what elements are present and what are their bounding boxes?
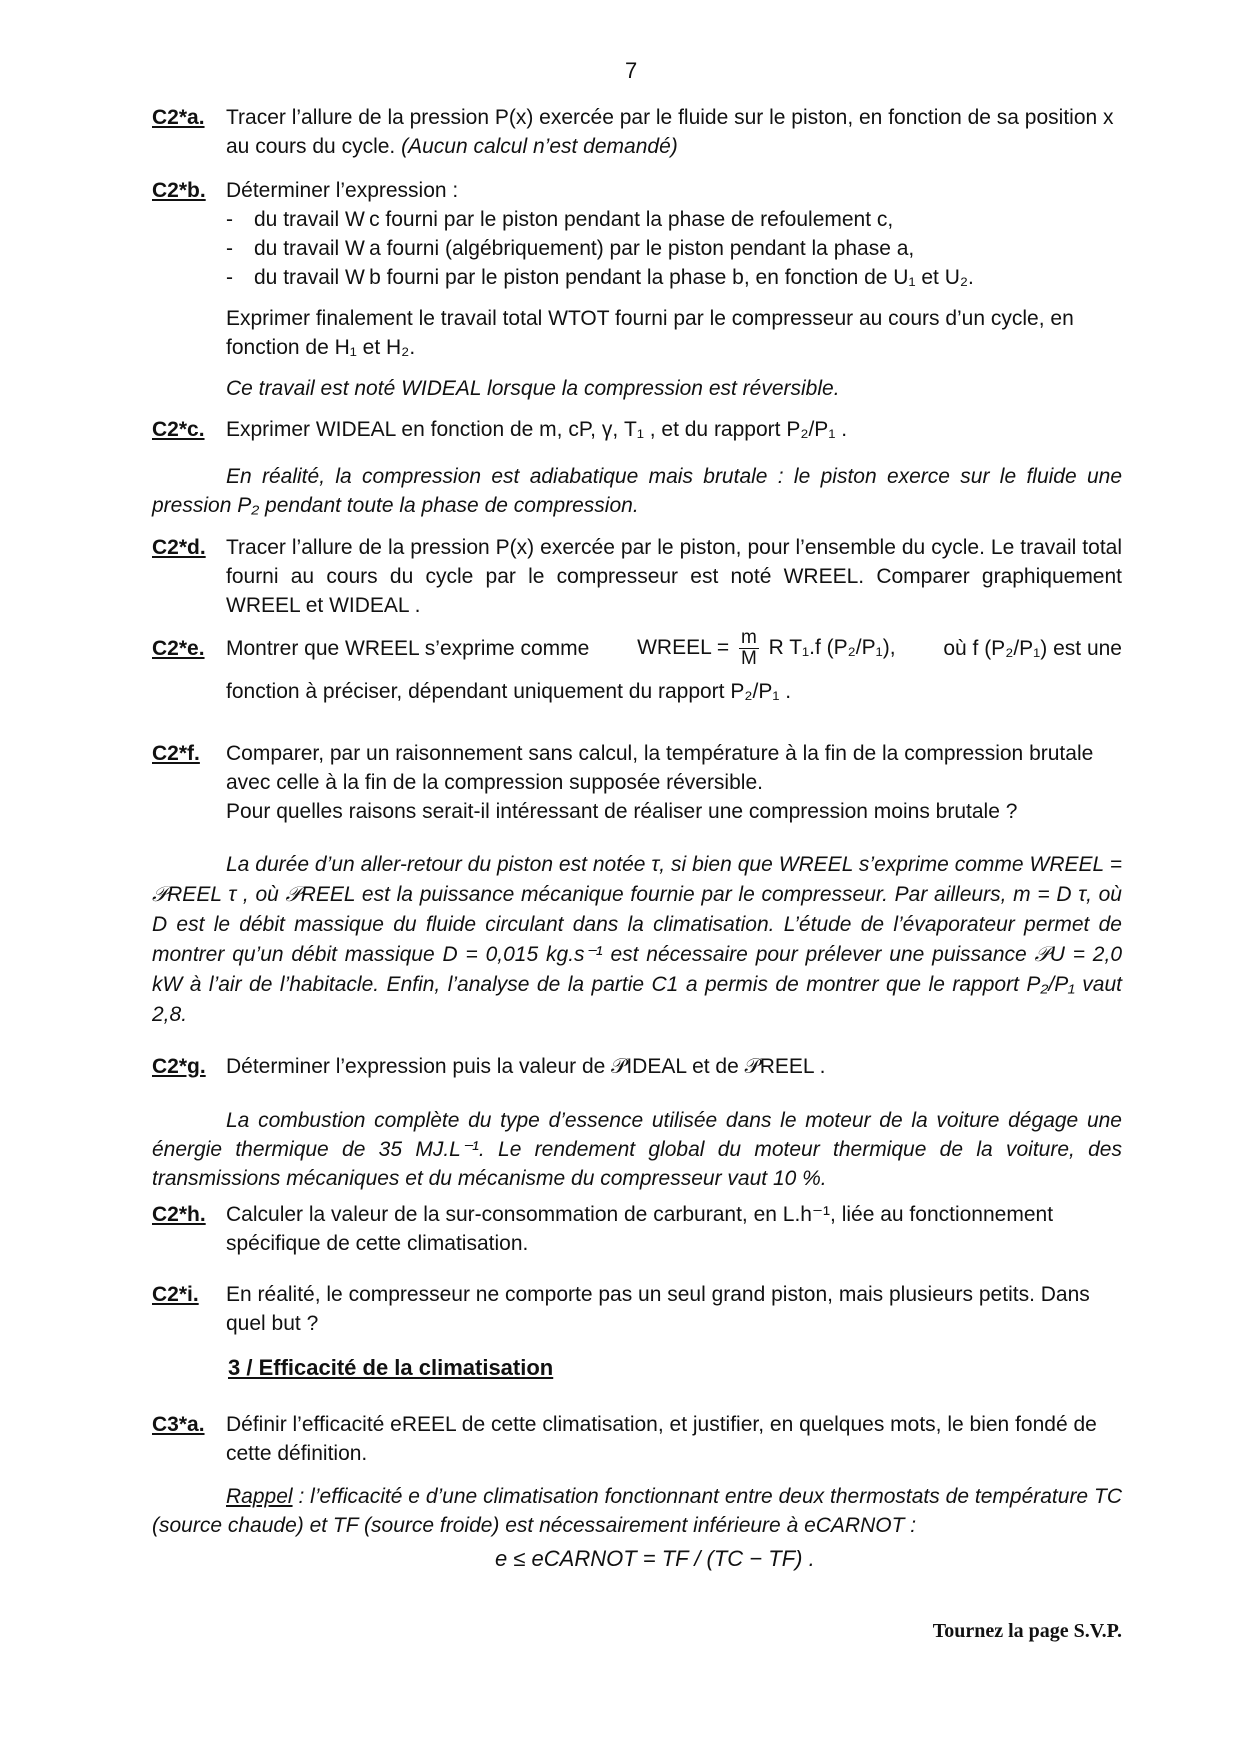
- question-label: C2*f.: [152, 742, 200, 765]
- question-text: Calculer la valeur de la sur-consommation de carburant, en L.h⁻¹, liée au fonctionnement spécifique de cette climatisation.: [226, 1203, 1054, 1255]
- fraction-numerator: m: [740, 627, 757, 648]
- question-text: fonction à préciser, dépendant uniquement du rapport P₂/P₁ .: [226, 680, 792, 703]
- fraction-denominator: M: [740, 648, 757, 669]
- formula-rhs: R T₁.f (P₂/P₁),: [768, 636, 896, 660]
- question-label: C2*i.: [152, 1283, 199, 1306]
- question-c2b: [152, 176, 1122, 403]
- question-c2a: [152, 103, 1122, 161]
- question-c2f: [152, 739, 1122, 826]
- rappel-label: Rappel: [226, 1485, 293, 1508]
- question-text: Pour quelles raisons serait-il intéressant de réaliser une compression moins brutale ?: [226, 800, 1018, 823]
- formula: [637, 628, 895, 669]
- footer-text: Tournez la page S.V.P.: [932, 1620, 1122, 1642]
- paragraph-brutale: En réalité, la compression est adiabatique mais brutale : le piston exerce sur le fluide une pression P₂ pendant toute la phase de compression.: [152, 465, 1122, 517]
- item-list: [226, 205, 1122, 292]
- question-c2h: [152, 1200, 1122, 1258]
- paragraph-rappel: [152, 1482, 1122, 1540]
- question-text: En réalité, le compresseur ne comporte pas un seul grand piston, mais plusieurs petits. Dans quel but ?: [226, 1283, 1090, 1335]
- question-c2e: [152, 628, 1122, 706]
- list-item: - du travail W c fourni par le piston pendant la phase de refoulement c,: [226, 205, 1122, 234]
- fraction: [739, 628, 759, 669]
- formula-lhs: WREEL =: [637, 636, 730, 660]
- question-c2i: [152, 1280, 1122, 1338]
- list-item: - du travail W a fourni (algébriquement) par le piston pendant la phase a,: [226, 234, 1122, 263]
- question-text: Tracer l’allure de la pression P(x) exercée par le fluide sur le piston, en fonction de sa position x au cours du cycle.: [226, 106, 1114, 158]
- question-note: Ce travail est noté WIDEAL lorsque la compression est réversible.: [226, 377, 840, 400]
- question-text: Montrer que WREEL s’exprime comme: [226, 637, 590, 660]
- question-c3a: [152, 1410, 1122, 1468]
- question-label: C2*h.: [152, 1203, 206, 1226]
- question-c2d: [152, 533, 1122, 620]
- question-text: Comparer, par un raisonnement sans calcul, la température à la fin de la compression brutale avec celle à la fin de la compression supposée réversible.: [226, 742, 1094, 794]
- question-label: C3*a.: [152, 1413, 205, 1436]
- question-text: Exprimer WIDEAL en fonction de m, cP, γ, T₁ , et du rapport P₂/P₁ .: [226, 418, 848, 441]
- question-intro: Déterminer l’expression :: [226, 179, 459, 202]
- question-text: Déterminer l’expression puis la valeur de 𝒫IDEAL et de 𝒫REEL .: [226, 1055, 826, 1078]
- question-label: C2*g.: [152, 1055, 206, 1078]
- rappel-text: : l’efficacité e d’une climatisation fonctionnant entre deux thermostats de température TC (source chaude) et TF (source froide) est nécessairement inférieure à eCARNOT :: [152, 1485, 1122, 1537]
- question-label: C2*a.: [152, 106, 205, 129]
- paragraph-combustion: La combustion complète du type d’essence utilisée dans le moteur de la voiture dégage une énergie thermique de 35 MJ.L⁻¹. Le rendement global du moteur thermique de la voiture, des transmissions mécaniques et du mécanisme du compresseur vaut 10 %.: [152, 1109, 1122, 1190]
- section-title: 3 / Efficacité de la climatisation: [228, 1355, 554, 1380]
- question-label: C2*d.: [152, 536, 206, 559]
- page-number: 7: [625, 58, 638, 83]
- carnot-formula: e ≤ eCARNOT = TF / (TC − TF) .: [495, 1546, 815, 1571]
- question-text: Définir l’efficacité eREEL de cette climatisation, et justifier, en quelques mots, le bien fondé de cette définition.: [226, 1413, 1097, 1465]
- question-text: Exprimer finalement le travail total WTOT fourni par le compresseur au cours d’un cycle, en fonction de H₁ et H₂.: [226, 307, 1074, 359]
- question-text: Tracer l’allure de la pression P(x) exercée par le piston, pour l’ensemble du cycle. Le travail total fourni au cours du cycle par le compresseur est noté WREEL. Comparer graphiquement WREEL et WIDEAL .: [226, 536, 1122, 617]
- question-c2c: [152, 415, 1122, 444]
- list-item: - du travail W b fourni par le piston pendant la phase b, en fonction de U₁ et U₂.: [226, 263, 1122, 292]
- question-label: C2*e.: [152, 637, 205, 660]
- question-text: où f (P₂/P₁) est une: [943, 637, 1122, 660]
- paragraph-duree: La durée d’un aller-retour du piston est notée τ, si bien que WREEL s’exprime comme WREEL = 𝒫REEL τ , où 𝒫REEL est la puissance mécanique fournie par le compresseur. Par ailleurs, m = D τ, où D est le débit massique du fluide circulant dans la climatisation. L’étude de l’évaporateur permet de montrer qu’un débit massique D = 0,015 kg.s⁻¹ est nécessaire pour prélever une puissance 𝒫U = 2,0 kW à l’air de l’habitacle. Enfin, l’analyse de la partie C1 a permis de montrer que le rapport P₂/P₁ vaut 2,8.: [152, 853, 1122, 1026]
- question-note: (Aucun calcul n’est demandé): [401, 135, 678, 158]
- question-label: C2*b.: [152, 179, 206, 202]
- question-label: C2*c.: [152, 418, 205, 441]
- question-c2g: [152, 1052, 1122, 1081]
